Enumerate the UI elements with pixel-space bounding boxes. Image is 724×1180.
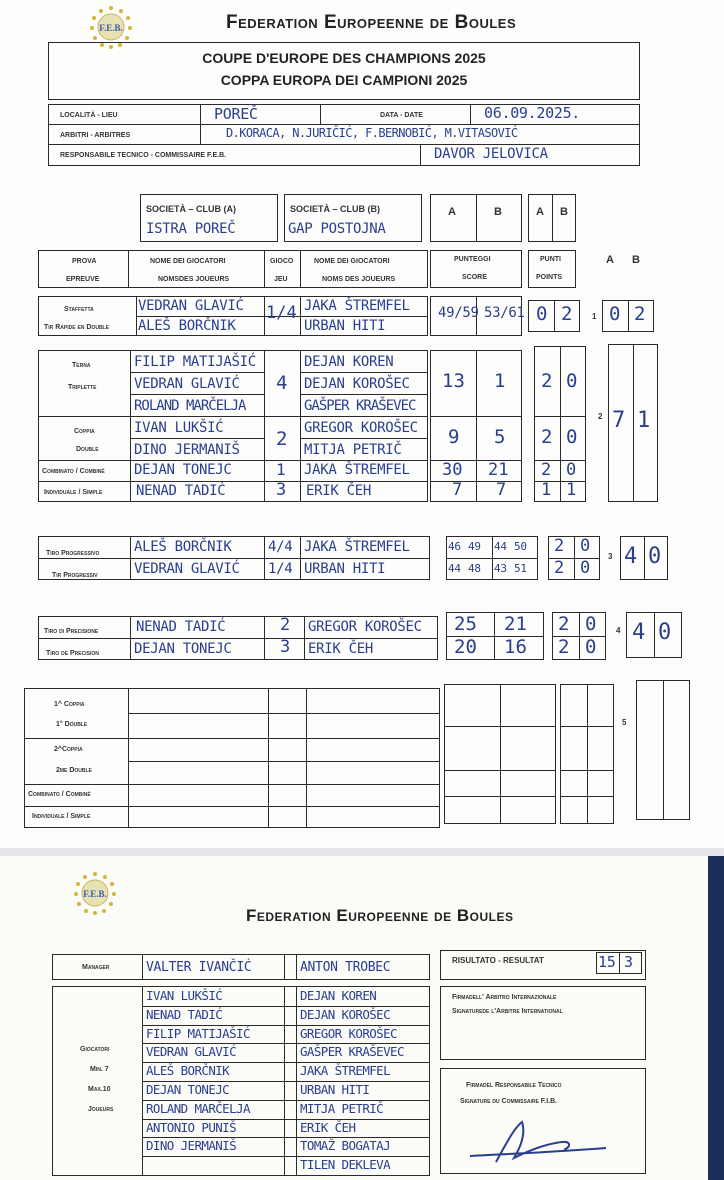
prog-score-2d: 51 <box>514 562 527 575</box>
score-a-header: A <box>448 206 456 218</box>
result-a: 15 <box>598 953 616 971</box>
date-value: 06.09.2025. <box>484 104 581 122</box>
handwritten-signature <box>466 1114 616 1168</box>
triplette-label: Triplette <box>68 384 97 391</box>
player-b-3: GREGOR KOROŠEC <box>300 1025 397 1041</box>
score-sheet-page-2 <box>0 856 708 1180</box>
precisione-points-1b: 0 <box>585 613 597 635</box>
terna-player-a1: FILIP MATIJAŠIĆ <box>134 354 256 370</box>
player-b-9: TOMAŽ BOGATAJ <box>300 1138 391 1154</box>
staffetta-player-b1: JAKA ŠTREMFEL <box>304 298 410 314</box>
precisione-score-1b: 21 <box>504 613 527 635</box>
player-a-1: IVAN LUKŠIĆ <box>146 988 223 1003</box>
header-nome-b: NOME DEI GIOCATORI <box>314 258 390 265</box>
staffetta-gioco: 1/4 <box>266 303 297 323</box>
block2-total-a: 7 <box>612 408 626 433</box>
staffetta-score-a: 49/59 <box>438 305 479 321</box>
terna-gioco: 4 <box>276 372 288 394</box>
header-noms-a: NOMSDES JOUEURS <box>158 276 230 283</box>
resp-value: DAVOR JELOVICA <box>434 146 548 162</box>
manager-a: VALTER IVANČIĆ <box>146 960 252 975</box>
player-b-7: MITJA PETRIČ <box>300 1100 384 1116</box>
progressivo-gioco-1: 4/4 <box>268 539 293 555</box>
precisione-points-2a: 2 <box>558 636 570 658</box>
coppia-points-b: 0 <box>566 426 578 448</box>
progressivo-player-b1: JAKA ŠTREMFEL <box>304 539 410 555</box>
terna-player-a3: ROLAND MARČELJA <box>134 398 246 414</box>
total-b-header: B <box>632 254 640 266</box>
prog-score-1c: 44 <box>494 540 507 553</box>
individuale-points-a: 1 <box>541 480 552 500</box>
progressivo-label: Tiro Progressivo <box>46 550 100 557</box>
coppia-points-a: 2 <box>541 426 553 448</box>
logo-text: F.E.B. <box>99 23 123 33</box>
coppia-player-a2: DINO JERMANIŠ <box>134 442 240 458</box>
combinato-score-a: 30 <box>442 460 463 480</box>
points-a-header: A <box>536 206 544 218</box>
manager-b: ANTON TROBEC <box>300 960 391 975</box>
staffetta-total-a: 0 <box>609 303 621 325</box>
progressivo-total-b: 0 <box>648 544 662 569</box>
arbitri-label: ARBITRI - ARBITRES <box>60 132 131 139</box>
precisione-total-b: 0 <box>658 620 672 645</box>
staffetta-player-a1: VEDRAN GLAVIĆ <box>138 298 244 314</box>
progressivo-player-b2: URBAN HITI <box>304 561 386 577</box>
combinato-points-b: 0 <box>566 460 577 480</box>
player-b-1: DEJAN KOREN <box>300 988 377 1003</box>
club-b-name: GAP POSTOJNA <box>288 221 386 237</box>
result-b: 3 <box>624 953 633 971</box>
precisione-number: 4 <box>616 626 621 635</box>
terna-player-b1: DEJAN KOREN <box>304 354 394 370</box>
lieu-label: LOCALITÀ - LIEU <box>60 112 118 119</box>
player-a-5: ALEŠ BORČNIK <box>146 1063 230 1079</box>
progressivo-player-a2: VEDRAN GLAVIĆ <box>134 561 240 577</box>
precisione-points-2b: 0 <box>585 636 597 658</box>
player-a-6: DEJAN TONEJC <box>146 1082 230 1097</box>
logo-text-2: F.E.B. <box>83 889 107 899</box>
player-b-6: URBAN HITI <box>300 1082 370 1097</box>
player-a-7: ROLAND MARČELJA <box>146 1100 250 1116</box>
block5-label-2: 1° Double <box>56 721 88 728</box>
prog-score-1a: 46 <box>448 540 461 553</box>
header-punti: PUNTI <box>540 256 561 263</box>
score-b-header: B <box>494 206 502 218</box>
prog-score-1d: 50 <box>514 540 527 553</box>
header-points: POINTS <box>536 274 563 281</box>
terna-score-a: 13 <box>442 370 465 392</box>
staffetta-points-a: 0 <box>536 303 548 325</box>
precisione-gioco-1: 2 <box>280 615 291 635</box>
prog-points-2a: 2 <box>554 558 565 578</box>
coppia-gioco: 2 <box>276 428 288 450</box>
staffetta-points-b: 2 <box>561 303 573 325</box>
prog-score-2c: 43 <box>494 562 507 575</box>
precisione-player-a2: DEJAN TONEJC <box>134 641 232 657</box>
precisione-player-b2: ERIK ČEH <box>308 641 374 657</box>
header-jeu: JEU <box>274 276 288 283</box>
resp-sign-label-it: Firmadel Responsabile Tecnico <box>466 1082 562 1089</box>
combinato-label: Combinato / Combiné <box>42 468 105 475</box>
precisione-score-1a: 25 <box>454 613 477 635</box>
player-a-9: DINO JERMANIŠ <box>146 1138 237 1154</box>
terna-label: Terna <box>72 362 91 369</box>
coppia-label: Coppia <box>74 428 95 435</box>
precision-label: Tiro de Precision <box>46 650 99 657</box>
block5-number: 5 <box>622 718 627 727</box>
block5-label-4: 2me Double <box>56 767 92 774</box>
max-label: Max.10 <box>88 1086 111 1093</box>
precisione-gioco-2: 3 <box>280 637 291 657</box>
block2-total-b: 1 <box>637 408 651 433</box>
lieu-value: POREČ <box>214 105 258 123</box>
giocatori-label: Giocatori <box>80 1046 110 1053</box>
individuale-score-a: 7 <box>452 480 463 500</box>
coppia-player-a1: IVAN LUKŠIĆ <box>134 420 224 436</box>
header-epreuve: EPREUVE <box>66 276 100 283</box>
coppia-score-b: 5 <box>494 426 506 448</box>
federation-title-2: Federation Europeenne de Boules <box>246 906 514 925</box>
arbitre-sign-label-it: Firmadell' Arbitro Internazionale <box>452 994 557 1001</box>
precisione-score-2b: 16 <box>504 636 527 658</box>
prog-points-1b: 0 <box>580 536 591 556</box>
feb-logo-2 <box>72 870 118 916</box>
prog-score-1b: 49 <box>468 540 481 553</box>
progressivo-gioco-2: 1/4 <box>268 561 293 577</box>
precisione-player-b1: GREGOR KOROŠEC <box>308 619 422 635</box>
staffetta-number: 1 <box>592 312 597 321</box>
precisione-label: Tiro di Precisione <box>44 628 99 635</box>
player-a-8: ANTONIO PUNIŠ <box>146 1119 237 1135</box>
individuale-points-b: 1 <box>566 480 577 500</box>
min-label: Min. 7 <box>90 1066 109 1073</box>
resp-sign-label-fr: Signature du Commissaire F.I.B. <box>460 1098 558 1105</box>
prog-score-2b: 48 <box>468 562 481 575</box>
individuale-gioco: 3 <box>276 480 287 500</box>
header-nome-a: NOME DEI GIOCATORI <box>150 258 226 265</box>
double-label: Double <box>76 446 99 453</box>
title-line-2: COPPA EUROPA DEI CAMPIONI 2025 <box>220 72 468 88</box>
precisione-total-a: 4 <box>632 620 646 645</box>
prog-score-2a: 44 <box>448 562 461 575</box>
prog-points-2b: 0 <box>580 558 591 578</box>
individuale-score-b: 7 <box>496 480 507 500</box>
block5-label-5: Combinato / Combiné <box>28 791 91 798</box>
result-label: RISULTATO - RESULTAT <box>452 956 544 965</box>
block5-label-1: 1^ Coppia <box>54 701 85 708</box>
player-a-2: NENAD TADIĆ <box>146 1006 223 1022</box>
player-b-5: JAKA ŠTREMFEL <box>300 1063 391 1079</box>
staffetta-label-fr: Tir Rapide en Double <box>44 324 109 331</box>
title-line-1: COUPE D'EUROPE DES CHAMPIONS 2025 <box>202 50 486 66</box>
precisione-score-2a: 20 <box>454 636 477 658</box>
arbitri-value: D.KORACA, N.JURIČIĆ, F.BERNOBIĆ, M.VITASOVIĆ <box>226 126 518 140</box>
player-a-3: FILIP MATIJAŠIĆ <box>146 1025 250 1041</box>
combinato-player-a: DEJAN TONEJC <box>134 462 232 478</box>
combinato-score-b: 21 <box>488 460 509 480</box>
club-b-label: SOCIETÀ – CLUB (B) <box>290 204 380 214</box>
total-a-header: A <box>606 254 614 266</box>
individuale-label: Individuale / Simple <box>44 489 103 496</box>
player-b-4: GAŠPER KRAŠEVEC <box>300 1044 404 1060</box>
terna-points-a: 2 <box>541 370 553 392</box>
prog-points-1a: 2 <box>554 536 565 556</box>
progressivo-total-a: 4 <box>624 544 638 569</box>
block5-label-3: 2^Coppia <box>54 746 83 753</box>
terna-points-b: 0 <box>566 370 578 392</box>
staffetta-total-b: 2 <box>634 303 646 325</box>
precisione-player-a1: NENAD TADIĆ <box>136 619 226 635</box>
background-strip <box>708 856 724 1180</box>
player-b-10: TILEN DEKLEVA <box>300 1157 391 1173</box>
combinato-points-a: 2 <box>541 460 552 480</box>
coppia-score-a: 9 <box>448 426 460 448</box>
terna-player-b3: GAŠPER KRAŠEVEC <box>304 398 416 414</box>
staffetta-player-b2: URBAN HITI <box>304 318 386 334</box>
joueurs-label: Joueurs <box>88 1106 114 1113</box>
block2-number: 2 <box>598 412 603 421</box>
individuale-player-a: NENAD TADIĆ <box>136 483 226 499</box>
player-b-8: ERIK ČEH <box>300 1119 356 1135</box>
terna-player-b2: DEJAN KOROŠEC <box>304 376 410 392</box>
header-gioco: GIOCO <box>270 258 294 265</box>
coppia-player-b2: MITJA PETRIČ <box>304 442 402 458</box>
player-b-2: DEJAN KOROŠEC <box>300 1006 391 1022</box>
progressivo-number: 3 <box>608 552 613 561</box>
combinato-player-b: JAKA ŠTREMFEL <box>304 462 410 478</box>
header-score: SCORE <box>462 274 487 281</box>
resp-label: RESPONSABILE TECNICO - COMMISSAIRE F.E.B. <box>60 152 227 159</box>
block5-table <box>24 688 440 828</box>
precisione-points-1a: 2 <box>558 613 570 635</box>
header-punteggi: PUNTEGGI <box>454 256 491 263</box>
staffetta-player-a2: ALEŠ BORČNIK <box>138 318 236 334</box>
club-a-label: SOCIETÀ – CLUB (A) <box>146 204 236 214</box>
progressiv-label: Tir Progressiv <box>52 572 98 579</box>
date-label: DATA - DATE <box>380 112 423 119</box>
combinato-gioco: 1 <box>276 460 286 479</box>
header-noms-b: NOMS DES JOUEURS <box>322 276 396 283</box>
points-b-header: B <box>560 206 568 218</box>
manager-label: Manager <box>82 964 110 971</box>
staffetta-score-b: 53/61 <box>484 305 525 321</box>
header-prova: PROVA <box>72 258 97 265</box>
arbitre-sign-label-fr: Signaturede l'Arbitre International <box>452 1008 563 1015</box>
block5-label-6: Individuale / Simple <box>32 813 91 820</box>
federation-title: Federation Europeenne de Boules <box>226 12 517 33</box>
club-a-name: ISTRA POREČ <box>146 221 236 237</box>
terna-player-a2: VEDRAN GLAVIĆ <box>134 376 240 392</box>
terna-score-b: 1 <box>494 370 506 392</box>
progressivo-player-a1: ALEŠ BORČNIK <box>134 539 232 555</box>
coppia-player-b1: GREGOR KOROŠEC <box>304 420 418 436</box>
individuale-player-b: ERIK ČEH <box>306 483 372 499</box>
staffetta-label: Staffetta <box>64 306 94 313</box>
player-a-4: VEDRAN GLAVIĆ <box>146 1044 237 1060</box>
